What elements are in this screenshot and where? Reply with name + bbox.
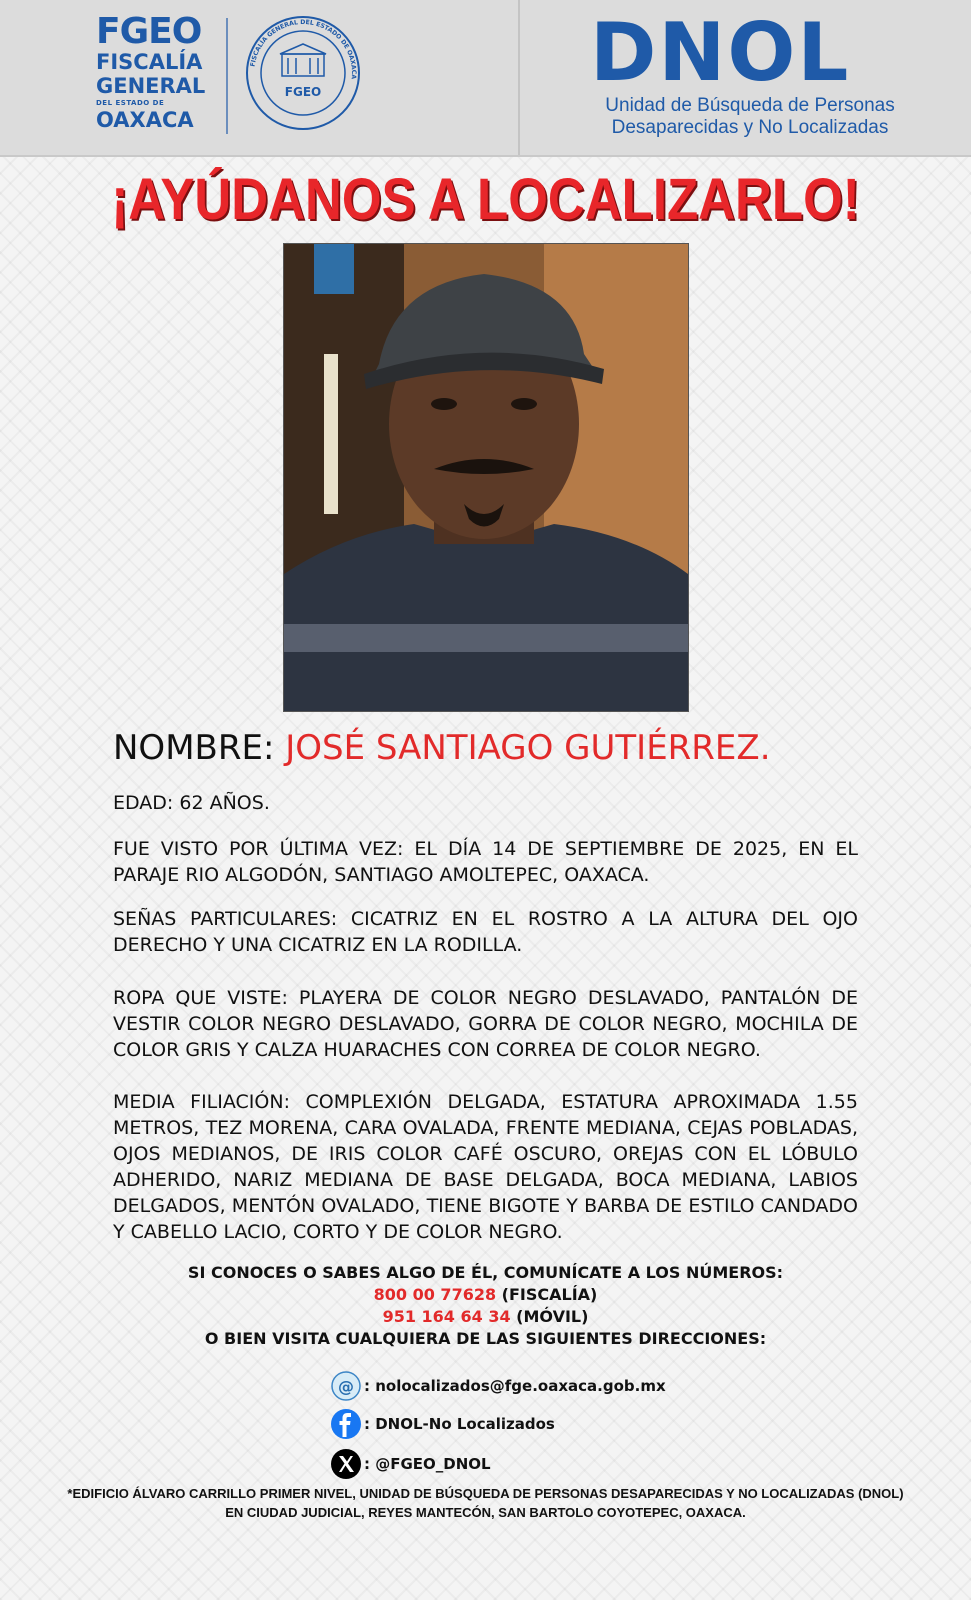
seal-center-text: FGEO <box>284 85 322 99</box>
facebook-row[interactable] <box>330 1406 555 1442</box>
fgeo-line-2: GENERAL <box>96 74 206 98</box>
marks-text: SEÑAS PARTICULARES: CICATRIZ EN EL ROSTRO A LA ALTURA DEL OJO DERECHO Y UNA CICATRIZ EN LA RODILLA. <box>113 908 858 956</box>
phone-1-row <box>0 1284 971 1306</box>
fiscalia-seal-icon <box>244 14 362 132</box>
email-row[interactable] <box>330 1368 666 1404</box>
facebook-text: : DNOL-No Localizados <box>364 1415 555 1433</box>
person-portrait-icon <box>284 244 688 711</box>
contact-intro: SI CONOCES O SABES ALGO DE ÉL, COMUNÍCATE A LOS NÚMEROS: <box>187 1263 784 1282</box>
x-text: : @FGEO_DNOL <box>364 1455 491 1473</box>
x-row[interactable] <box>330 1446 491 1482</box>
x-icon <box>330 1448 362 1480</box>
fgeo-line-4: OAXACA <box>96 108 194 132</box>
missing-person-photo <box>283 243 689 712</box>
phone-2-label: (MÓVIL) <box>510 1307 589 1326</box>
logo-separator <box>226 18 228 134</box>
addresses-intro: O BIEN VISITA CUALQUIERA DE LAS SIGUIENTES DIRECCIONES: <box>204 1329 767 1348</box>
fgeo-line-1: FISCALÍA <box>96 50 203 74</box>
fgeo-logo <box>96 11 216 132</box>
svg-text:@: @ <box>338 1377 354 1396</box>
phone-2-row <box>0 1306 971 1328</box>
headline: ¡AYÚDANOS A LOCALIZARLO! <box>111 167 860 232</box>
dnol-title: DNOL <box>590 6 851 99</box>
email-text: : nolocalizados@fge.oaxaca.gob.mx <box>364 1377 666 1395</box>
phone-1-label: (FISCALÍA) <box>496 1285 598 1304</box>
phone-2-number[interactable]: 951 164 64 34 <box>382 1307 511 1326</box>
name-row <box>113 728 858 768</box>
fgeo-logo-text: FGEO <box>96 11 202 52</box>
name-value: JOSÉ SANTIAGO GUTIÉRREZ. <box>285 728 771 768</box>
facebook-icon <box>330 1408 362 1440</box>
description-text: MEDIA FILIACIÓN: COMPLEXIÓN DELGADA, ESTATURA APROXIMADA 1.55 METROS, TEZ MORENA, CARA OVALADA, FRENTE MEDIANA, CEJAS POBLADAS, OJOS MEDIANOS, DE IRIS COLOR CAFÉ OSCURO, OREJAS CON EL LÓBULO ADHERIDO, NARIZ MEDIANA DE BASE DELGADA, BOCA MEDIANA, LABIOS DELGADOS, MENTÓN OVALADO, TIENE BIGOTE Y BARBA DE ESTILO CANDADO Y CABELLO LACIO, CORTO Y DE COLOR NEGRO. <box>113 1091 858 1243</box>
dnol-subtitle-line-2: Desaparecidas y No Localizadas <box>611 117 889 138</box>
age-text: EDAD: 62 AÑOS. <box>113 792 270 814</box>
fgeo-line-3: DEL ESTADO DE <box>96 99 165 107</box>
dnol-subtitle-line-1: Unidad de Búsqueda de Personas <box>605 95 895 116</box>
address-footnote: *EDIFICIO ÁLVARO CARRILLO PRIMER NIVEL, UNIDAD DE BÚSQUEDA DE PERSONAS DESAPARECIDAS Y NO LOCALIZADAS (DNOL) EN CIUDAD JUDICIAL, REYES MANTECÓN, SAN BARTOLO COYOTEPEC, OAXACA. <box>67 1486 904 1520</box>
email-icon <box>330 1370 362 1402</box>
dnol-subtitle <box>560 95 940 139</box>
last-seen-text: FUE VISTO POR ÚLTIMA VEZ: EL DÍA 14 DE SEPTIEMBRE DE 2025, EN EL PARAJE RIO ALGODÓN, SANTIAGO AMOLTEPEC, OAXACA. <box>113 838 858 886</box>
name-label: NOMBRE: <box>113 728 275 768</box>
header-divider <box>518 0 520 155</box>
seal-ring-text: FISCALÍA GENERAL DEL ESTADO DE OAXACA <box>249 18 358 80</box>
phone-1-number[interactable]: 800 00 77628 <box>373 1285 497 1304</box>
clothing-text: ROPA QUE VISTE: PLAYERA DE COLOR NEGRO DESLAVADO, PANTALÓN DE VESTIR COLOR NEGRO DESLAVADO, GORRA DE COLOR NEGRO, MOCHILA DE COLOR GRIS Y CALZA HUARACHES CON CORREA DE COLOR NEGRO. <box>113 987 858 1061</box>
header-banner <box>0 0 971 157</box>
